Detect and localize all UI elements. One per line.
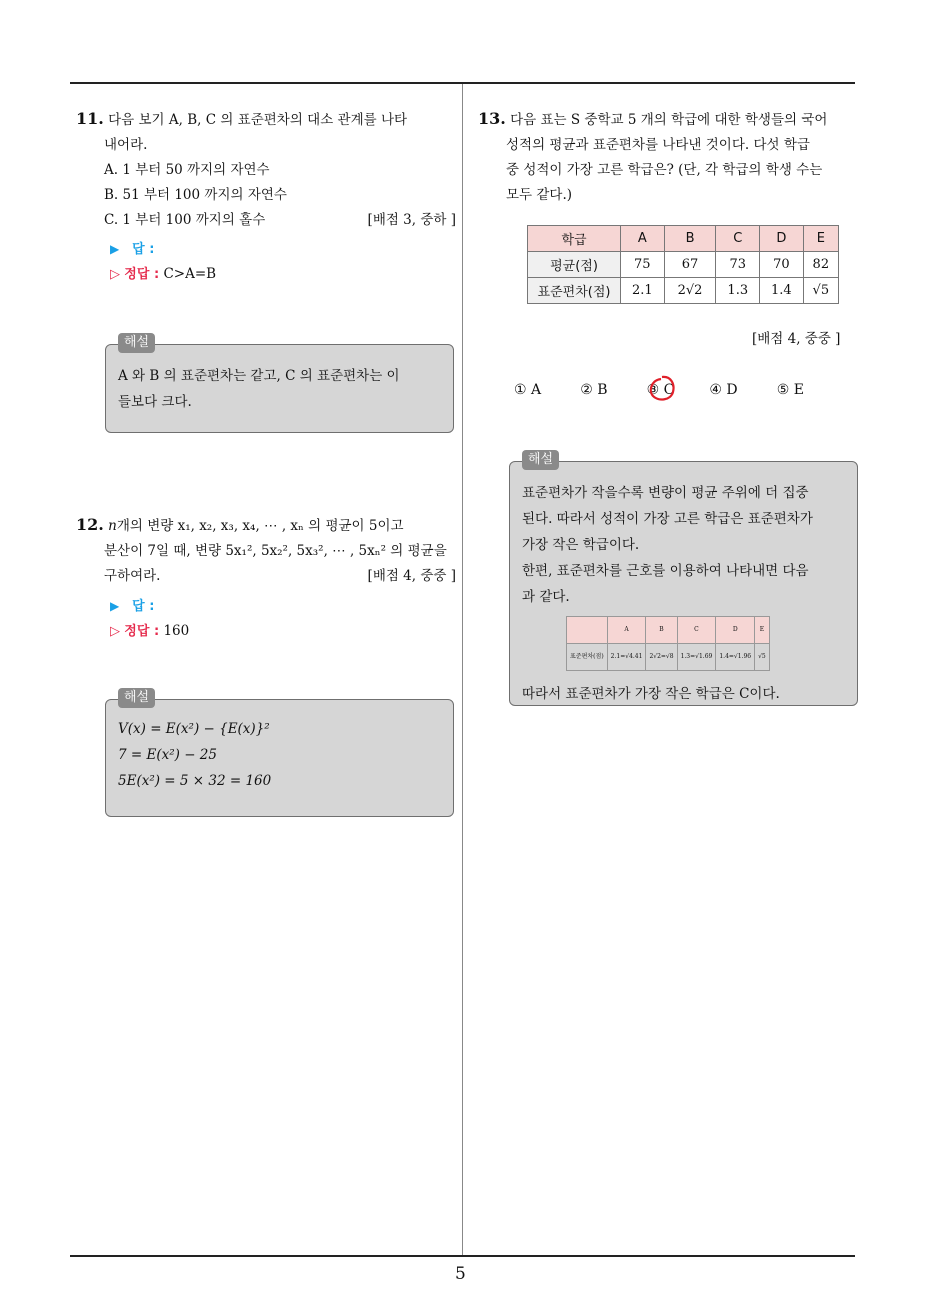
question-text: 내어라. xyxy=(104,137,148,153)
explanation-line: 들보다 크다. xyxy=(118,394,192,410)
explanation-tag: 해설 xyxy=(118,688,155,708)
explanation-line: V(x) = E(x²) − {E(x)}² xyxy=(118,721,270,737)
mini-header-cell: E xyxy=(755,617,770,644)
answer-row[interactable] xyxy=(76,237,456,262)
option-row xyxy=(76,208,456,233)
question-text: 다음 표는 S 중학교 5 개의 학급에 대한 학생들의 국어 xyxy=(510,112,828,128)
question-13 xyxy=(478,106,858,208)
mini-header-cell: B xyxy=(646,617,677,644)
mini-header-cell: C xyxy=(677,617,716,644)
answer-label: 답 : xyxy=(132,599,155,614)
explanation-line: 따라서 표준편차가 가장 작은 학급은 C이다. xyxy=(522,686,780,702)
explanation-line: 가장 작은 학급이다. xyxy=(522,537,640,553)
question-text: 중 성적이 가장 고른 학급은? (단, 각 학급의 학생 수는 xyxy=(506,162,823,178)
table-cell: 75 xyxy=(621,252,665,278)
table-row-head: 평균(점) xyxy=(528,252,621,278)
page-number: 5 xyxy=(455,1264,466,1284)
option-item: B. 51 부터 100 까지의 자연수 xyxy=(104,187,287,203)
outline-triangle-icon: ▷ xyxy=(110,267,120,282)
option-item: C. 1 부터 100 까지의 홀수 xyxy=(104,212,266,228)
answer-mark-circle-icon xyxy=(647,374,677,404)
table-cell: 1.3 xyxy=(716,278,760,304)
explanation-line: 7 = E(x²) − 25 xyxy=(118,747,217,763)
mini-cell: 1.4=√1.96 xyxy=(716,644,755,671)
choice-5[interactable]: ⑤ E xyxy=(776,382,804,398)
question-11 xyxy=(76,106,456,287)
table-header-row xyxy=(528,226,839,252)
question-number: 13. xyxy=(478,109,506,128)
question-12 xyxy=(76,512,456,644)
solution-row xyxy=(76,262,456,287)
grade-label: [배점 4, 중중 ] xyxy=(752,331,841,347)
sd-root-table xyxy=(566,616,770,671)
answer-label: 답 : xyxy=(132,242,155,257)
explanation-line: 한편, 표준편차를 근호를 이용하여 나타내면 다음 xyxy=(522,563,809,579)
table-cell: 2√2 xyxy=(664,278,716,304)
table-cell: 2.1 xyxy=(621,278,665,304)
table-header-cell: B xyxy=(664,226,716,252)
table-cell: 82 xyxy=(803,252,838,278)
outline-triangle-icon: ▷ xyxy=(110,624,120,639)
solution-label: 정답 : xyxy=(124,267,160,282)
mini-cell: 2.1=√4.41 xyxy=(607,644,646,671)
column-divider xyxy=(462,84,463,1256)
question-text: 분산이 7일 때, 변량 5x₁², 5x₂², 5x₃², ⋯ , 5xₙ² 의 평균을 xyxy=(104,543,447,559)
solution-label: 정답 : xyxy=(124,624,160,639)
mini-header-cell: A xyxy=(607,617,646,644)
question-text: 구하여라. xyxy=(104,568,161,584)
choice-4[interactable]: ④ D xyxy=(709,382,738,398)
table-cell: 73 xyxy=(716,252,760,278)
explanation-box-13 xyxy=(509,452,858,706)
question-text: 다음 보기 A, B, C 의 표준편차의 대소 관계를 나타 xyxy=(108,112,408,128)
answer-row[interactable] xyxy=(76,594,456,619)
explanation-line: 과 같다. xyxy=(522,589,570,605)
table-cell: 1.4 xyxy=(760,278,804,304)
mini-cell: 1.3=√1.69 xyxy=(677,644,716,671)
explanation-line: 된다. 따라서 성적이 가장 고른 학급은 표준편차가 xyxy=(522,511,813,527)
table-header-cell: D xyxy=(760,226,804,252)
table-row-head: 표준편차(점) xyxy=(528,278,621,304)
table-cell: 70 xyxy=(760,252,804,278)
explanation-tag: 해설 xyxy=(522,450,559,470)
solution-value: 160 xyxy=(163,623,190,639)
grade-label: [배점 3, 중하 ] xyxy=(367,212,456,228)
question-text: 성적의 평균과 표준편차를 나타낸 것이다. 다섯 학급 xyxy=(506,137,810,153)
question-text: 개의 변량 x₁, x₂, x₃, x₄, ⋯ , xₙ 의 평균이 5이고 xyxy=(116,518,404,534)
mini-cell: 2√2=√8 xyxy=(646,644,677,671)
explanation-box-11 xyxy=(105,335,454,433)
table-header-cell: C xyxy=(716,226,760,252)
explanation-line: 표준편차가 작을수록 변량이 평균 주위에 더 집중 xyxy=(522,485,809,501)
question-row xyxy=(76,564,456,589)
grade-table xyxy=(527,225,839,304)
mini-header-cell: D xyxy=(716,617,755,644)
table-row xyxy=(528,252,839,278)
play-triangle-icon: ▶ xyxy=(110,242,120,256)
table-header-cell: E xyxy=(803,226,838,252)
mini-row-head: 표준편차(점) xyxy=(567,644,608,671)
explanation-line: A 와 B 의 표준편차는 같고, C 의 표준편차는 이 xyxy=(118,368,400,384)
choice-2[interactable]: ② B xyxy=(580,382,608,398)
explanation-tag: 해설 xyxy=(118,333,155,353)
table-cell: 67 xyxy=(664,252,716,278)
table-header-cell: 학급 xyxy=(528,226,621,252)
question-number: 11. xyxy=(76,109,104,128)
explanation-line: 5E(x²) = 5 × 32 = 160 xyxy=(118,773,272,789)
play-triangle-icon: ▶ xyxy=(110,599,120,613)
grade-label: [배점 4, 중중 ] xyxy=(367,568,456,584)
choice-3[interactable]: ③ C xyxy=(646,382,675,398)
footer-rule xyxy=(70,1255,855,1257)
option-item: A. 1 부터 50 까지의 자연수 xyxy=(104,162,270,178)
choice-1[interactable]: ① A xyxy=(514,382,542,398)
question-number: 12. xyxy=(76,515,104,534)
table-cell: √5 xyxy=(803,278,838,304)
question-variable: n xyxy=(108,518,117,534)
question-text: 모두 같다.) xyxy=(506,187,573,203)
table-row xyxy=(528,278,839,304)
mini-cell: √5 xyxy=(755,644,770,671)
explanation-box-12 xyxy=(105,690,454,817)
table-header-cell: A xyxy=(621,226,665,252)
solution-row xyxy=(76,619,456,644)
solution-value: C>A=B xyxy=(163,266,217,282)
